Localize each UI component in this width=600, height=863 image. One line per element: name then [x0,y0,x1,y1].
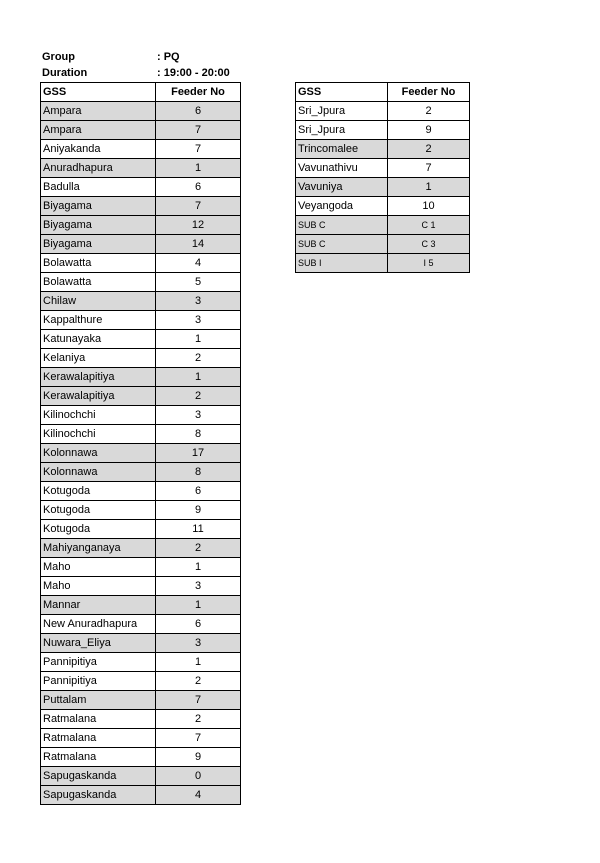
feeder-no-cell: C 1 [388,216,470,235]
feeder-no-cell: 1 [388,178,470,197]
feeder-no-cell: 12 [156,216,241,235]
table-row [41,235,241,254]
feeder-no-cell: 7 [156,729,241,748]
feeder-no-header: Feeder No [388,83,470,102]
duration-row [42,65,230,81]
feeder-no-cell: 14 [156,235,241,254]
feeder-no-cell: 9 [388,121,470,140]
feeder-no-cell: 3 [156,634,241,653]
feeder-no-cell: 17 [156,444,241,463]
feeder-no-cell: 3 [156,292,241,311]
feeder-no-cell: 3 [156,406,241,425]
feeder-no-cell: 2 [388,140,470,159]
gss-cell: Kotugoda [41,520,156,539]
table-row [41,216,241,235]
gss-cell: Vavuniya [296,178,388,197]
feeder-no-cell: 4 [156,786,241,805]
feeder-no-cell: 3 [156,311,241,330]
table-row [41,254,241,273]
gss-cell: SUB I [296,254,388,273]
gss-cell: Pannipitiya [41,672,156,691]
table-row [296,235,470,254]
feeder-no-cell: 1 [156,368,241,387]
gss-cell: Biyagama [41,235,156,254]
feeder-no-cell: 2 [156,710,241,729]
gss-cell: Biyagama [41,216,156,235]
table-row [41,140,241,159]
feeder-no-cell: 7 [156,197,241,216]
feeder-no-cell: 3 [156,577,241,596]
table-header-row [296,83,470,102]
gss-cell: Trincomalee [296,140,388,159]
table-row [41,349,241,368]
feeder-no-cell: 0 [156,767,241,786]
gss-cell: Sri_Jpura [296,102,388,121]
feeder-no-cell: 9 [156,748,241,767]
table-row [41,406,241,425]
gss-cell: Maho [41,558,156,577]
feeder-no-cell: 11 [156,520,241,539]
feeder-no-cell: I 5 [388,254,470,273]
gss-cell: Ratmalana [41,710,156,729]
gss-cell: Mannar [41,596,156,615]
gss-cell: Pannipitiya [41,653,156,672]
table-row [296,121,470,140]
feeder-no-cell: 2 [156,387,241,406]
table-row [41,197,241,216]
feeder-table-right [295,82,470,273]
gss-cell: Nuwara_Eliya [41,634,156,653]
table-row [296,140,470,159]
feeder-no-cell: 10 [388,197,470,216]
table-row [296,178,470,197]
gss-cell: SUB C [296,235,388,254]
table-row [41,463,241,482]
gss-cell: Kotugoda [41,501,156,520]
table-row [41,292,241,311]
gss-header: GSS [296,83,388,102]
gss-cell: New Anuradhapura [41,615,156,634]
table-row [296,159,470,178]
gss-cell: Chilaw [41,292,156,311]
gss-cell: Badulla [41,178,156,197]
feeder-no-cell: 7 [156,121,241,140]
gss-cell: Kolonnawa [41,444,156,463]
group-value: : PQ [157,51,180,63]
feeder-no-cell: 6 [156,178,241,197]
table-row [41,596,241,615]
table-row [296,102,470,121]
feeder-no-cell: 1 [156,596,241,615]
gss-cell: Ratmalana [41,729,156,748]
feeder-no-header: Feeder No [156,83,241,102]
gss-cell: Biyagama [41,197,156,216]
table-row [41,482,241,501]
table-row [41,387,241,406]
feeder-no-cell: 1 [156,653,241,672]
table-row [41,330,241,349]
feeder-no-cell: 2 [156,539,241,558]
feeder-no-cell: 1 [156,159,241,178]
table-row [41,539,241,558]
table-row [41,273,241,292]
gss-cell: Sapugaskanda [41,786,156,805]
gss-cell: Kerawalapitiya [41,387,156,406]
gss-cell: Mahiyanganaya [41,539,156,558]
gss-cell: Veyangoda [296,197,388,216]
table-row [41,178,241,197]
feeder-no-cell: 7 [388,159,470,178]
table-row [41,368,241,387]
feeder-no-cell: 1 [156,330,241,349]
gss-cell: Katunayaka [41,330,156,349]
gss-cell: Kotugoda [41,482,156,501]
gss-cell: Aniyakanda [41,140,156,159]
gss-cell: Ampara [41,102,156,121]
gss-cell: Bolawatta [41,273,156,292]
feeder-no-cell: 7 [156,140,241,159]
gss-cell: Ratmalana [41,748,156,767]
group-label: Group [42,51,75,63]
feeder-no-cell: 4 [156,254,241,273]
feeder-no-cell: 5 [156,273,241,292]
table-row [296,254,470,273]
gss-cell: Kerawalapitiya [41,368,156,387]
feeder-no-cell: 7 [156,691,241,710]
gss-cell: Maho [41,577,156,596]
table-row [41,653,241,672]
group-row [42,49,230,65]
feeder-no-cell: 9 [156,501,241,520]
table-row [41,577,241,596]
table-row [41,501,241,520]
table-row [41,710,241,729]
feeder-no-cell: 2 [388,102,470,121]
table-row [41,729,241,748]
table-row [41,672,241,691]
feeder-table-left [40,82,241,805]
table-row [41,444,241,463]
feeder-no-cell: 6 [156,102,241,121]
gss-cell: Sapugaskanda [41,767,156,786]
table-row [41,691,241,710]
table-row [41,425,241,444]
gss-cell: Puttalam [41,691,156,710]
duration-value: : 19:00 - 20:00 [157,67,230,79]
gss-cell: Bolawatta [41,254,156,273]
gss-cell: Sri_Jpura [296,121,388,140]
gss-cell: Vavunathivu [296,159,388,178]
feeder-no-cell: 2 [156,349,241,368]
table-row [41,121,241,140]
gss-cell: Anuradhapura [41,159,156,178]
gss-cell: Kilinochchi [41,406,156,425]
gss-cell: Kappalthure [41,311,156,330]
feeder-no-cell: 6 [156,615,241,634]
feeder-no-cell: 1 [156,558,241,577]
feeder-no-cell: C 3 [388,235,470,254]
table-row [296,197,470,216]
schedule-meta [42,49,230,81]
table-row [41,159,241,178]
duration-label: Duration [42,67,88,79]
gss-cell: Kelaniya [41,349,156,368]
feeder-no-cell: 2 [156,672,241,691]
table-row [41,748,241,767]
table-row [296,216,470,235]
gss-cell: Kolonnawa [41,463,156,482]
table-row [41,520,241,539]
gss-cell: Kilinochchi [41,425,156,444]
gss-header: GSS [41,83,156,102]
table-row [41,558,241,577]
feeder-no-cell: 6 [156,482,241,501]
table-row [41,102,241,121]
gss-cell: Ampara [41,121,156,140]
table-row [41,767,241,786]
gss-cell: SUB C [296,216,388,235]
feeder-no-cell: 8 [156,425,241,444]
table-header-row [41,83,241,102]
table-row [41,634,241,653]
feeder-no-cell: 8 [156,463,241,482]
table-row [41,615,241,634]
table-row [41,311,241,330]
table-row [41,786,241,805]
